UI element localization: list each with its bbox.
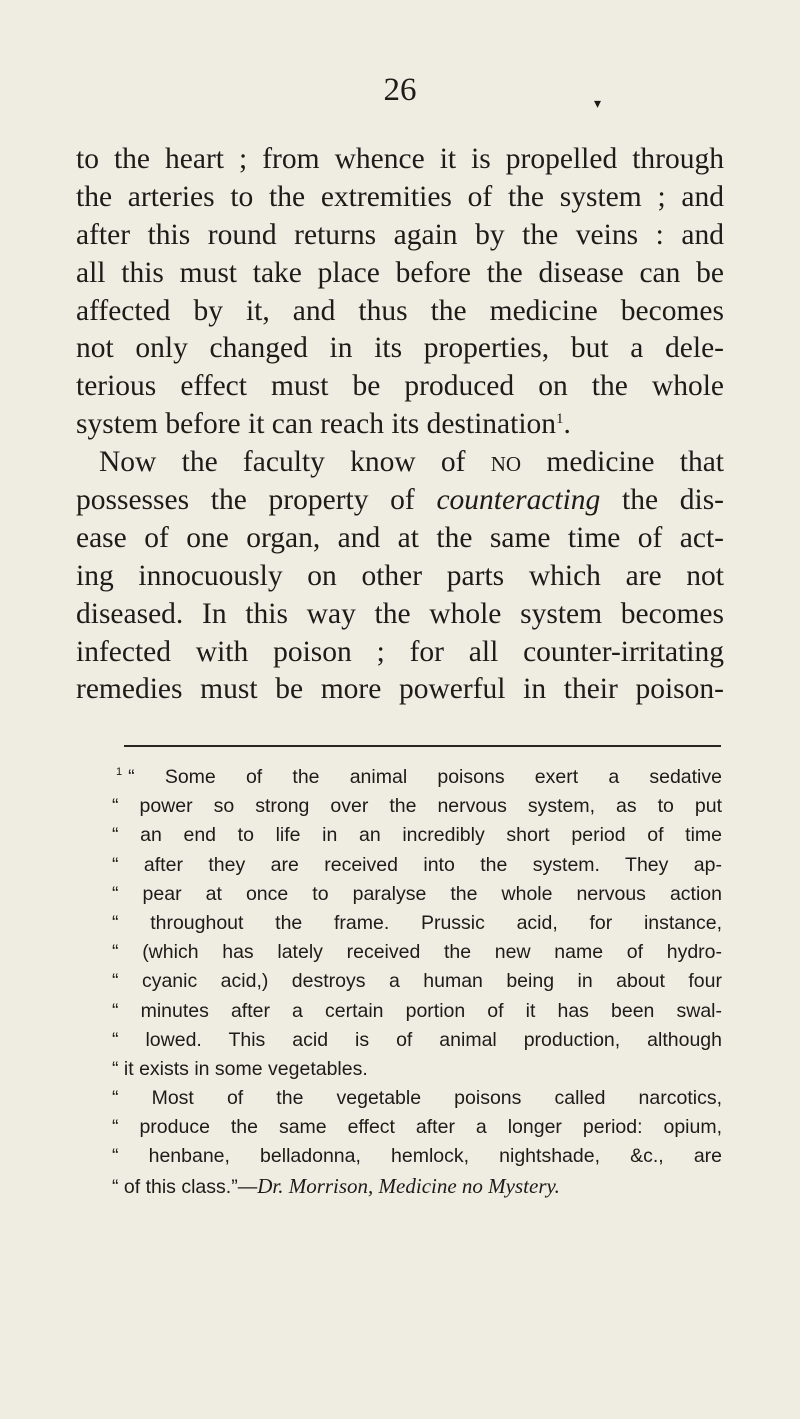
body-text	[76, 141, 724, 709]
ink-speck: ▾	[594, 97, 602, 112]
body-line	[76, 482, 724, 520]
footnote-attribution: Dr. Morrison, Medicine no Mystery.	[257, 1173, 560, 1198]
footnote-text: “ Some of the animal poisons exert a sedative	[128, 766, 722, 788]
footnote-line: “ pear at once to paralyse the whole nervous action	[112, 882, 722, 905]
footnote-line: “ lowed. This acid is of animal production, although	[112, 1028, 722, 1051]
footnote-text: “ of this class.”—	[112, 1175, 258, 1198]
page-number: 26	[383, 72, 417, 108]
body-line	[76, 406, 724, 444]
footnote-line: “ (which has lately received the new name of hydro-	[112, 941, 722, 964]
footnote-line: “ an end to life in an incredibly short period of time	[112, 824, 722, 847]
footnote-line: “ Most of the vegetable poisons called narcotics,	[112, 1087, 722, 1110]
body-line: infected with poison ; for all counter-irritating	[76, 635, 724, 668]
body-line: the arteries to the extremities of the system ; and	[76, 180, 724, 213]
footnote-divider	[124, 745, 721, 747]
body-line: ing innocuously on other parts which are not	[76, 559, 724, 592]
footnote-line: “ henbane, belladonna, hemlock, nightshade, &c., are	[112, 1145, 722, 1168]
footnote-line: “ minutes after a certain portion of it has been swal-	[112, 999, 722, 1022]
footnote-line: “ produce the same effect after a longer period: opium,	[112, 1116, 722, 1139]
body-text-span: the dis-	[600, 484, 725, 517]
small-caps-word: no	[490, 446, 522, 479]
footnote-line	[112, 1172, 722, 1201]
body-line: ease of one organ, and at the same time of act-	[76, 521, 724, 554]
footnote-line: “ throughout the frame. Prussic acid, for instance,	[112, 911, 722, 934]
footnote-marker: 1	[116, 766, 123, 778]
body-line: to the heart ; from whence it is propelled through	[76, 143, 724, 175]
footnote-line: “ cyanic acid,) destroys a human being in about four	[112, 970, 722, 993]
body-text-span: possesses the property of	[76, 484, 437, 517]
footnote-reference[interactable]: 1	[556, 411, 564, 428]
footnote-line: “ after they are received into the system. They ap-	[112, 853, 722, 876]
footnote-line: “ it exists in some vegetables.	[112, 1057, 368, 1080]
body-text-span: medicine that	[521, 446, 724, 479]
body-text-span: Now the faculty know of	[99, 446, 491, 479]
body-line: diseased. In this way the whole system becomes	[76, 597, 724, 630]
body-text-span: .	[563, 408, 571, 441]
body-line	[76, 444, 724, 482]
italic-word: counteracting	[436, 484, 601, 517]
footnote	[112, 763, 722, 1201]
body-line: remedies must be more powerful in their poison-	[76, 673, 724, 706]
body-line: after this round returns again by the veins : and	[76, 218, 724, 251]
body-line: terious effect must be produced on the whole	[76, 370, 724, 403]
footnote-line: “ power so strong over the nervous system, as to put	[112, 795, 722, 818]
body-line: affected by it, and thus the medicine becomes	[76, 294, 724, 327]
footnote-line	[112, 763, 722, 792]
body-text-span: system before it can reach its destination	[76, 408, 557, 441]
body-line: not only changed in its properties, but a dele-	[76, 332, 724, 365]
body-line: all this must take place before the disease can be	[76, 256, 724, 289]
